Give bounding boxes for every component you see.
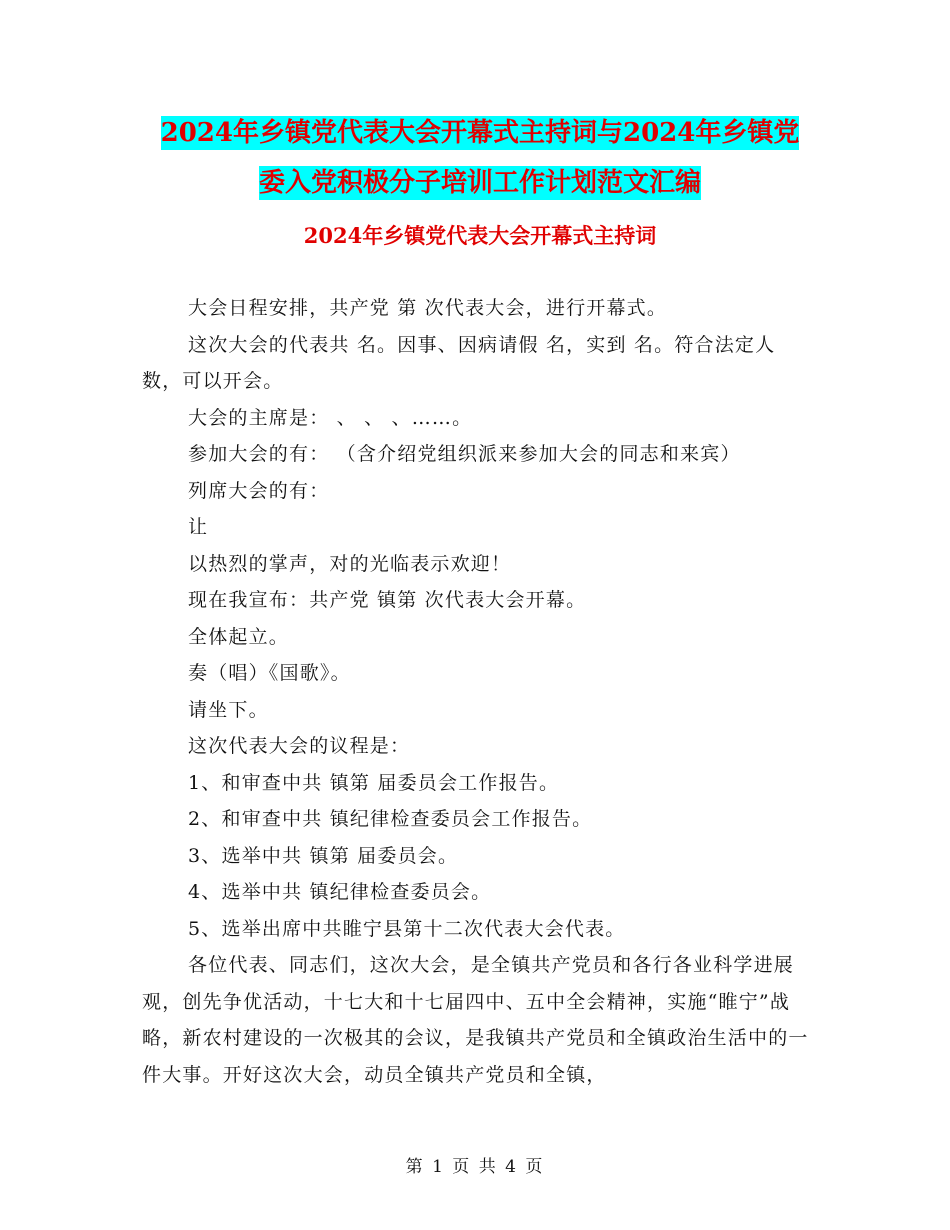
paragraph: 以热烈的掌声，对的光临表示欢迎！ (188, 552, 512, 575)
paragraph: 大会的主席是： 、 、 、……。 (188, 406, 473, 429)
paragraph: 奏（唱）《国歌》。 (188, 662, 351, 684)
document-title-line-2: 委入党积极分子培训工作计划范文汇编 (258, 168, 701, 198)
section-title: 2024年乡镇党代表大会开幕式主持词 (303, 223, 657, 248)
paragraph: 现在我宣布：共产党 镇第 次代表大会开幕。 (188, 589, 587, 611)
document-title (120, 108, 840, 208)
paragraph: 列席大会的有： (188, 479, 330, 502)
paragraph: 参加大会的有： （含介绍党组织派来参加大会的同志和来宾） (188, 443, 741, 465)
paragraph: 让 (188, 516, 209, 538)
agenda-item: 5、选举出席中共睢宁县第十二次代表大会代表。 (188, 917, 626, 940)
paragraph: 请坐下。 (188, 698, 269, 721)
document-body (142, 290, 814, 1093)
paragraph: 这次代表大会的议程是： (188, 735, 411, 757)
page-footer: 第 1 页 共 4 页 (405, 1157, 545, 1177)
document-title-line-1: 2024年乡镇党代表大会开幕式主持词与2024年乡镇党 (160, 118, 800, 148)
paragraph: 大会日程安排，共产党 第 次代表大会，进行开幕式。 (188, 297, 668, 319)
paragraph: 各位代表、同志们，这次大会，是全镇共产党员和各行各业科学进展观，创先争优活动，十七大和十七届四中、五中全会精神，实施“睢宁”战略，新农村建设的一次极其的会议，是我镇共产党员和全镇政治生活中的一件大事。开好这次大会，动员全镇共产党员和全镇， (142, 954, 809, 1086)
paragraph: 全体起立。 (188, 625, 290, 648)
paragraph: 这次大会的代表共 名。因事、因病请假 名，实到 名。符合法定人数，可以开会。 (142, 333, 776, 392)
agenda-item: 1、和审查中共 镇第 届委员会工作报告。 (188, 771, 560, 794)
agenda-item: 4、选举中共 镇纪律检查委员会。 (188, 881, 492, 903)
agenda-item: 2、和审查中共 镇纪律检查委员会工作报告。 (188, 808, 593, 830)
agenda-item: 3、选举中共 镇第 届委员会。 (188, 844, 459, 867)
